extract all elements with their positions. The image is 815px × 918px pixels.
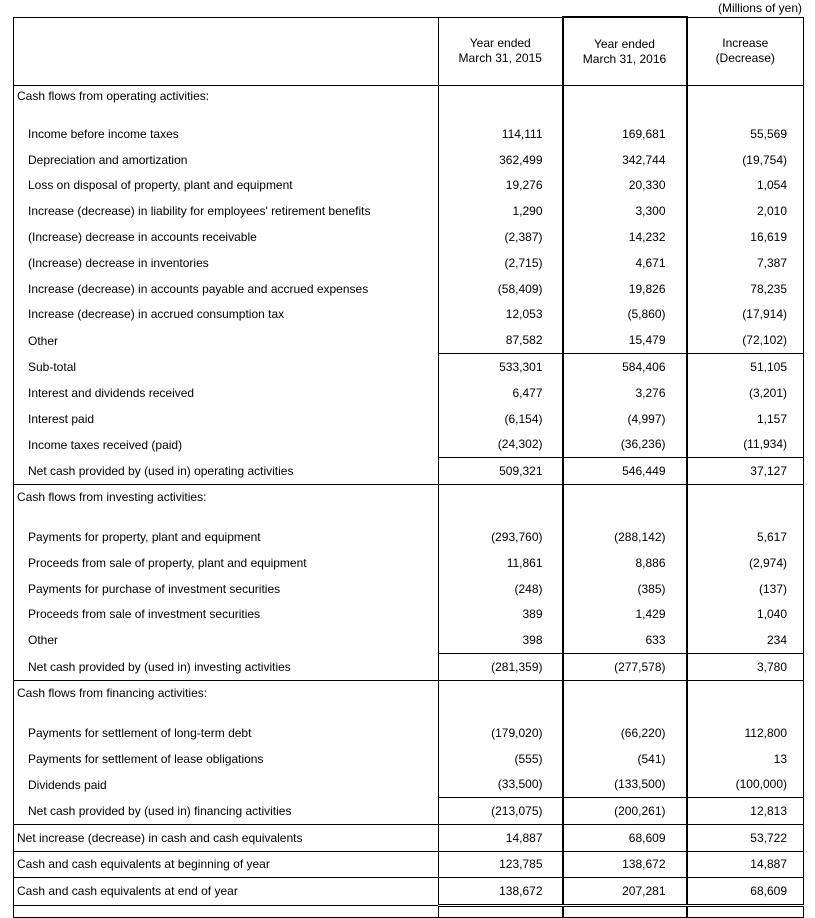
table-row [14, 550, 804, 576]
value-change: 16,619 [687, 224, 804, 250]
row-label: Other [14, 327, 439, 353]
row-label: Dividends paid [14, 772, 439, 798]
cash-flow-statement [13, 16, 803, 901]
header-fy2016-line1: Year ended [594, 36, 655, 51]
value-change: (72,102) [687, 327, 804, 353]
row-label: Income taxes received (paid) [14, 432, 439, 458]
value-change: (100,000) [687, 772, 804, 798]
value-fy2015: 123,785 [439, 851, 563, 878]
table-row [14, 432, 804, 458]
value-fy2015: 362,499 [439, 147, 563, 173]
table-row [14, 276, 804, 302]
value-fy2016: (200,261) [563, 798, 687, 825]
value-fy2016: 169,681 [563, 121, 687, 147]
row-label: Net increase (decrease) in cash and cash equivalents [14, 825, 439, 852]
row-label: Payments for settlement of lease obligations [14, 746, 439, 772]
value-change: (3,201) [687, 380, 804, 406]
value-fy2016: 546,449 [563, 458, 687, 485]
table-row [14, 327, 804, 353]
net-cash-financing-row [14, 798, 804, 825]
value-change: 3,780 [687, 654, 804, 681]
row-label: (Increase) decrease in accounts receivable [14, 224, 439, 250]
row-label: Cash and cash equivalents at beginning of year [14, 851, 439, 878]
header-fy2015-line1: Year ended [469, 36, 531, 51]
section-title-operating: Cash flows from operating activities: [14, 86, 439, 107]
header-fy2016 [563, 17, 687, 86]
value-fy2016: (133,500) [563, 772, 687, 798]
header-change-line1: Increase [722, 36, 769, 51]
table-row [14, 121, 804, 147]
row-label: Proceeds from sale of investment securities [14, 602, 439, 628]
value-fy2016: (277,578) [563, 654, 687, 681]
table-row [14, 173, 804, 199]
row-label: Proceeds from sale of property, plant and equipment [14, 550, 439, 576]
value-fy2016: 19,826 [563, 276, 687, 302]
section-title-investing: Cash flows from investing activities: [14, 485, 439, 510]
section-title-financing: Cash flows from financing activities: [14, 680, 439, 705]
value-fy2016: 4,671 [563, 250, 687, 276]
table-row [14, 406, 804, 432]
subtotal-row [14, 354, 804, 380]
value-fy2015: 12,053 [439, 302, 563, 328]
table-row [14, 224, 804, 250]
value-change: 14,887 [687, 851, 804, 878]
table-row [14, 147, 804, 173]
table-row [14, 250, 804, 276]
value-change: 2,010 [687, 198, 804, 224]
total-row-net-increase [14, 825, 804, 852]
row-label: Increase (decrease) in liability for employees' retirement benefits [14, 198, 439, 224]
value-change: 7,387 [687, 250, 804, 276]
header-change [687, 17, 804, 86]
value-fy2015: (6,154) [439, 406, 563, 432]
value-fy2016: (541) [563, 746, 687, 772]
header-row [14, 17, 804, 86]
section-header-operating [14, 86, 804, 107]
value-fy2015: (555) [439, 746, 563, 772]
row-label: Depreciation and amortization [14, 147, 439, 173]
row-label: Net cash provided by (used in) financing activities [14, 798, 439, 825]
net-cash-investing-row [14, 654, 804, 681]
value-change: (17,914) [687, 302, 804, 328]
value-fy2015: 114,111 [439, 121, 563, 147]
value-fy2016: 138,672 [563, 851, 687, 878]
row-label: Net cash provided by (used in) operating activities [14, 458, 439, 485]
value-change: (11,934) [687, 432, 804, 458]
value-fy2016: 1,429 [563, 602, 687, 628]
row-label: Payments for settlement of long-term debt [14, 720, 439, 746]
value-change: 68,609 [687, 878, 804, 906]
value-fy2016: 15,479 [563, 327, 687, 353]
header-change-line2: (Decrease) [715, 51, 775, 66]
value-fy2015: 509,321 [439, 458, 563, 485]
value-fy2016: 3,276 [563, 380, 687, 406]
value-fy2015: 14,887 [439, 825, 563, 852]
table-row [14, 576, 804, 602]
value-fy2015: 138,672 [439, 878, 563, 906]
table-row [14, 772, 804, 798]
value-fy2015: (2,715) [439, 250, 563, 276]
row-label: Increase (decrease) in accrued consumption tax [14, 302, 439, 328]
value-fy2015: (24,302) [439, 432, 563, 458]
value-change: (19,754) [687, 147, 804, 173]
value-fy2015: 389 [439, 602, 563, 628]
value-fy2016: (36,236) [563, 432, 687, 458]
value-change: 234 [687, 627, 804, 653]
row-label: Sub-total [14, 354, 439, 380]
value-fy2016: (66,220) [563, 720, 687, 746]
value-fy2016: (5,860) [563, 302, 687, 328]
table-row [14, 602, 804, 628]
value-change: 1,040 [687, 602, 804, 628]
total-row-beginning [14, 851, 804, 878]
value-change: 1,157 [687, 406, 804, 432]
value-fy2015: (281,359) [439, 654, 563, 681]
value-fy2015: (33,500) [439, 772, 563, 798]
table-row [14, 746, 804, 772]
value-fy2015: 533,301 [439, 354, 563, 380]
value-fy2015: (213,075) [439, 798, 563, 825]
value-change: 5,617 [687, 524, 804, 550]
row-label: Cash and cash equivalents at end of year [14, 878, 439, 906]
value-change: 53,722 [687, 825, 804, 852]
row-label: Interest and dividends received [14, 380, 439, 406]
value-change: 51,105 [687, 354, 804, 380]
table-row [14, 524, 804, 550]
table-row [14, 198, 804, 224]
header-blank [14, 17, 439, 86]
row-label: Interest paid [14, 406, 439, 432]
value-fy2016: 14,232 [563, 224, 687, 250]
value-change: 12,813 [687, 798, 804, 825]
value-fy2015: (179,020) [439, 720, 563, 746]
value-fy2016: (288,142) [563, 524, 687, 550]
row-label: Net cash provided by (used in) investing activities [14, 654, 439, 681]
value-fy2015: 1,290 [439, 198, 563, 224]
table-row [14, 302, 804, 328]
header-fy2015-line2: March 31, 2015 [458, 51, 542, 66]
header-fy2015 [439, 17, 563, 86]
value-fy2015: 11,861 [439, 550, 563, 576]
value-change: (137) [687, 576, 804, 602]
value-fy2016: 342,744 [563, 147, 687, 173]
value-fy2016: 8,886 [563, 550, 687, 576]
value-fy2016: (4,997) [563, 406, 687, 432]
row-label: (Increase) decrease in inventories [14, 250, 439, 276]
units-note: (Millions of yen) [717, 1, 802, 15]
table-row [14, 380, 804, 406]
value-fy2016: 633 [563, 627, 687, 653]
value-change: 55,569 [687, 121, 804, 147]
row-label: Income before income taxes [14, 121, 439, 147]
value-fy2015: (2,387) [439, 224, 563, 250]
row-label: Payments for purchase of investment securities [14, 576, 439, 602]
value-change: 112,800 [687, 720, 804, 746]
value-fy2015: 19,276 [439, 173, 563, 199]
header-fy2016-line2: March 31, 2016 [582, 51, 667, 66]
value-fy2016: 20,330 [563, 173, 687, 199]
value-fy2016: 3,300 [563, 198, 687, 224]
value-fy2015: 398 [439, 627, 563, 653]
value-fy2016: 68,609 [563, 825, 687, 852]
value-fy2016: 584,406 [563, 354, 687, 380]
net-cash-operating-row [14, 458, 804, 485]
cash-flow-table [13, 16, 804, 918]
row-label: Increase (decrease) in accounts payable and accrued expenses [14, 276, 439, 302]
value-fy2015: (293,760) [439, 524, 563, 550]
value-fy2015: (58,409) [439, 276, 563, 302]
row-label: Payments for property, plant and equipment [14, 524, 439, 550]
row-label: Other [14, 627, 439, 653]
value-fy2015: 6,477 [439, 380, 563, 406]
value-fy2016: (385) [563, 576, 687, 602]
section-header-financing [14, 680, 804, 705]
section-header-investing [14, 485, 804, 510]
table-row [14, 720, 804, 746]
value-fy2015: (248) [439, 576, 563, 602]
value-fy2015: 87,582 [439, 327, 563, 353]
total-row-end [14, 878, 804, 906]
value-change: 37,127 [687, 458, 804, 485]
value-change: (2,974) [687, 550, 804, 576]
value-fy2016: 207,281 [563, 878, 687, 906]
value-change: 13 [687, 746, 804, 772]
table-row [14, 627, 804, 653]
value-change: 1,054 [687, 173, 804, 199]
value-change: 78,235 [687, 276, 804, 302]
row-label: Loss on disposal of property, plant and equipment [14, 173, 439, 199]
